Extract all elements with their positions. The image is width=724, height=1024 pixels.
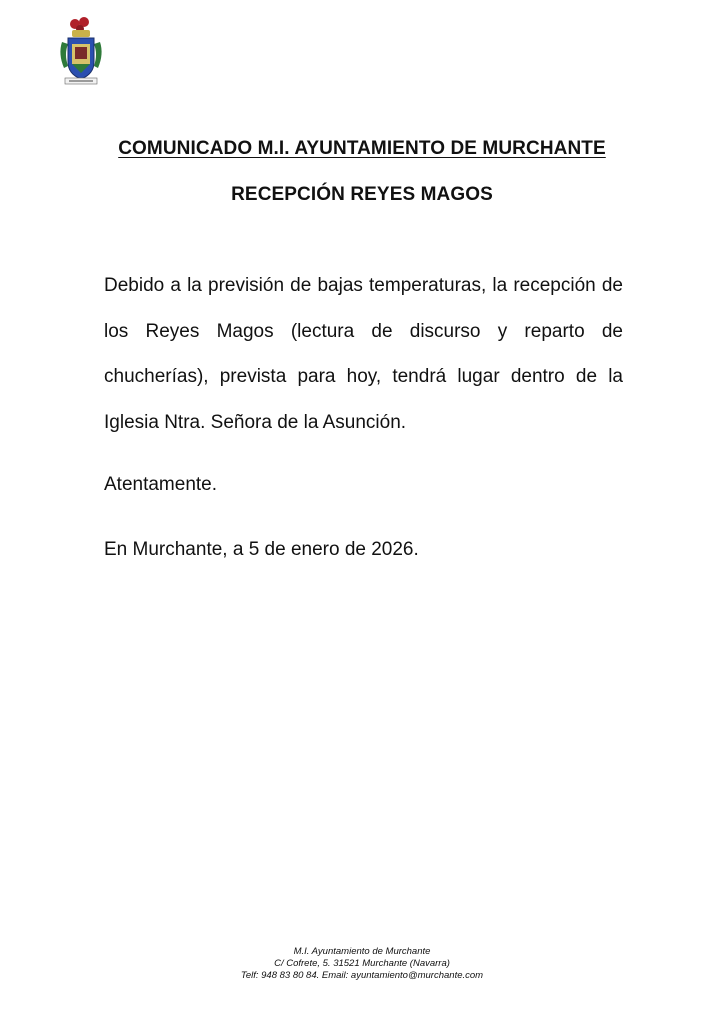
page-subtitle: RECEPCIÓN REYES MAGOS — [231, 184, 493, 205]
coat-of-arms-icon — [58, 16, 104, 86]
footer-address: C/ Cofrete, 5. 31521 Murchante (Navarra) — [274, 958, 450, 969]
footer-contact: Telf: 948 83 80 84. Email: ayuntamiento@murchante.com — [240, 970, 484, 981]
page-title: COMUNICADO M.I. AYUNTAMIENTO DE MURCHANTE — [118, 138, 606, 159]
footer-org: M.I. Ayuntamiento de Murchante — [293, 946, 431, 957]
footer — [0, 946, 724, 982]
closing-text: Atentamente. — [104, 474, 218, 495]
place-date-text: En Murchante, a 5 de enero de 2026. — [104, 539, 419, 560]
announcement-paragraph: Debido a la previsión de bajas temperaturas, la recepción de los Reyes Magos (lectura de discurso y reparto de chucherías), prevista para hoy, tendrá lugar dentro de la Iglesia Ntra. Señora de la Asunción. — [104, 275, 623, 433]
